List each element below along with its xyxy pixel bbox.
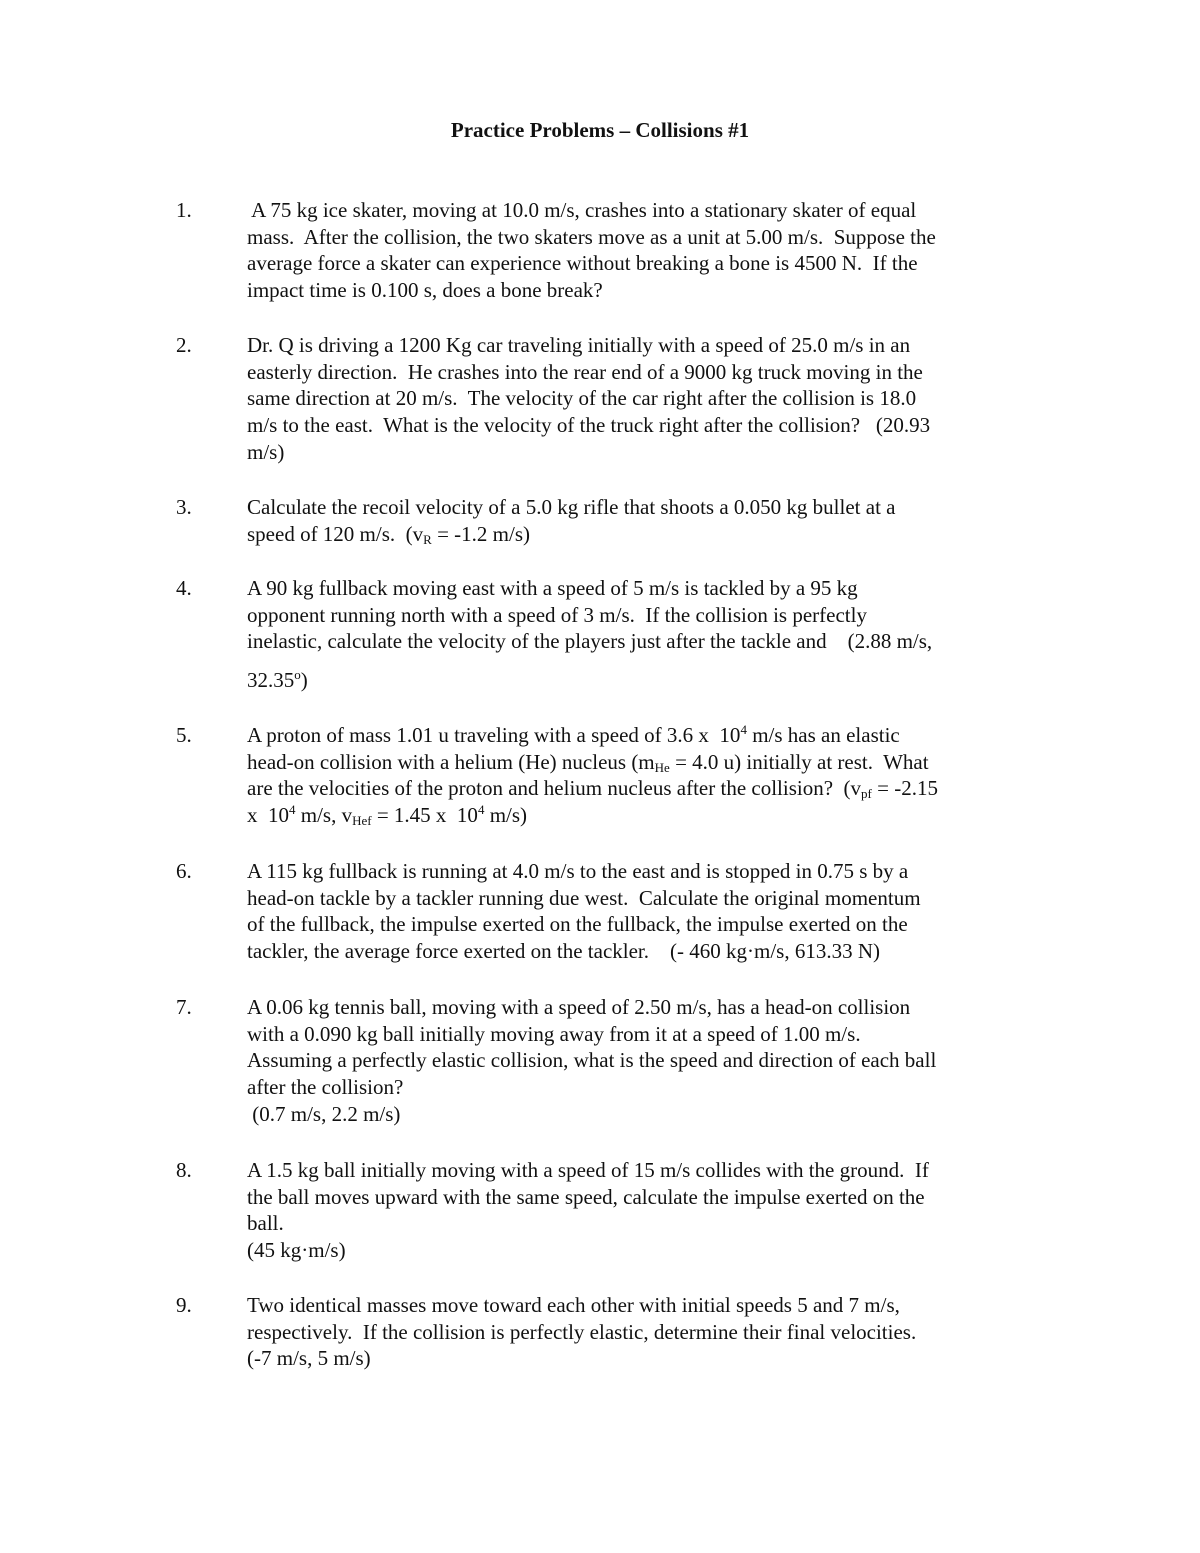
problem-number: 7. — [176, 995, 192, 1019]
problem-line: of the fullback, the impulse exerted on the fullback, the impulse exerted on the — [247, 912, 908, 937]
superscript: 4 — [740, 722, 747, 737]
problem-line: respectively. If the collision is perfectly elastic, determine their final velocities. — [247, 1319, 917, 1344]
problem-line: same direction at 20 m/s. The velocity of the car right after the collision is 18.0 — [247, 386, 917, 411]
problem-line: A 1.5 kg ball initially moving with a speed of 15 m/s collides with the ground. If — [247, 1158, 929, 1182]
subscript: Hef — [352, 813, 372, 829]
problem-text — [247, 575, 1036, 694]
text-fragment: m/s has an elastic — [746, 723, 900, 747]
problem-line: (-7 m/s, 5 m/s) — [247, 1346, 371, 1371]
problem-line: impact time is 0.100 s, does a bone break? — [247, 278, 603, 303]
problem-line — [247, 667, 1036, 694]
problem-line: Calculate the recoil velocity of a 5.0 kg rifle that shoots a 0.050 kg bullet at a — [247, 495, 896, 519]
text-fragment: = -1.2 m/s) — [431, 521, 530, 546]
problem-line: (45 kg·m/s) — [247, 1238, 346, 1263]
problem-line: head-on tackle by a tackler running due west. Calculate the original momentum — [247, 885, 921, 910]
text-fragment: x 10 — [247, 803, 289, 828]
problem-line: A 0.06 kg tennis ball, moving with a speed of 2.50 m/s, has a head-on collision — [247, 995, 911, 1019]
problem-5 — [176, 722, 1036, 829]
page-title: Practice Problems – Collisions #1 — [450, 118, 750, 142]
text-fragment: A proton of mass 1.01 u traveling with a speed of 3.6 x 10 — [247, 723, 741, 747]
problem-line — [247, 722, 1036, 749]
text-fragment: 32.35 — [247, 668, 295, 693]
subscript: R — [423, 531, 432, 547]
superscript: 4 — [477, 802, 485, 818]
problem-line: ball. — [247, 1211, 284, 1236]
problem-line: with a 0.090 kg ball initially moving away from it at a speed of 1.00 m/s. — [247, 1021, 861, 1046]
problem-line — [247, 521, 1036, 548]
problem-number: 8. — [176, 1158, 192, 1182]
problem-line: A 75 kg ice skater, moving at 10.0 m/s, crashes into a stationary skater of equal — [247, 198, 917, 222]
problem-text — [247, 1157, 1036, 1264]
problem-line: (0.7 m/s, 2.2 m/s) — [247, 1101, 401, 1126]
text-fragment: are the velocities of the proton and helium nucleus after the collision? (v — [247, 776, 862, 801]
problem-9 — [176, 1292, 1036, 1372]
problem-line: the ball moves upward with the same speed, calculate the impulse exerted on the — [247, 1184, 925, 1209]
problem-line: Assuming a perfectly elastic collision, what is the speed and direction of each ball — [247, 1048, 937, 1073]
text-fragment: = -2.15 — [871, 776, 938, 801]
problem-line: Two identical masses move toward each other with initial speeds 5 and 7 m/s, — [247, 1293, 900, 1317]
problem-7 — [176, 994, 1036, 1128]
problem-line: tackler, the average force exerted on the tackler. (- 460 kg·m/s, 613.33 N) — [247, 939, 880, 964]
problem-2 — [176, 332, 1036, 466]
problem-8 — [176, 1157, 1036, 1264]
problem-line: A 115 kg fullback is running at 4.0 m/s to the east and is stopped in 0.75 s by a — [247, 859, 909, 883]
subscript: He — [654, 759, 670, 775]
problem-1 — [176, 197, 1036, 304]
text-fragment: m/s, v — [295, 803, 353, 828]
problem-number: 1. — [176, 198, 192, 222]
problem-4 — [176, 575, 1036, 694]
problem-3 — [176, 494, 1036, 547]
superscript: o — [294, 667, 301, 683]
problem-text — [247, 994, 1036, 1128]
problem-line: easterly direction. He crashes into the rear end of a 9000 kg truck moving in the — [247, 359, 923, 384]
problem-text — [247, 197, 1036, 304]
problem-number: 4. — [176, 576, 192, 600]
problem-line: mass. After the collision, the two skaters move as a unit at 5.00 m/s. Suppose the — [247, 224, 936, 249]
problem-6 — [176, 858, 1036, 965]
problem-text — [247, 494, 1036, 547]
problem-text — [247, 722, 1036, 829]
problem-line: Dr. Q is driving a 1200 Kg car traveling initially with a speed of 25.0 m/s in an — [247, 333, 911, 357]
problem-line — [247, 775, 1036, 802]
text-fragment: head-on collision with a helium (He) nucleus (m — [247, 749, 655, 774]
problem-line: A 90 kg fullback moving east with a speed of 5 m/s is tackled by a 95 kg — [247, 576, 858, 600]
problem-line: after the collision? — [247, 1075, 404, 1100]
problem-line — [247, 802, 1036, 829]
problem-line: m/s to the east. What is the velocity of the truck right after the collision? (20.93 — [247, 413, 931, 438]
problem-text — [247, 332, 1036, 466]
text-fragment: m/s) — [484, 803, 528, 828]
text-fragment: speed of 120 m/s. (v — [247, 521, 424, 546]
subscript: pf — [861, 786, 872, 802]
problem-line: m/s) — [247, 439, 285, 464]
text-fragment: = 4.0 u) initially at rest. What — [669, 749, 929, 774]
problem-number: 5. — [176, 723, 192, 747]
problem-line: inelastic, calculate the velocity of the players just after the tackle and (2.88 m/s, — [247, 629, 933, 654]
problem-number: 3. — [176, 495, 192, 519]
superscript: 4 — [289, 802, 296, 818]
problem-number: 2. — [176, 333, 192, 357]
problem-line — [247, 749, 1036, 776]
text-fragment: = 1.45 x 10 — [371, 803, 478, 828]
problem-line: average force a skater can experience without breaking a bone is 4500 N. If the — [247, 251, 918, 276]
text-fragment: ) — [300, 668, 308, 693]
problem-number: 6. — [176, 859, 192, 883]
problem-text — [247, 1292, 1036, 1372]
problem-text — [247, 858, 1036, 965]
problem-line: opponent running north with a speed of 3 m/s. If the collision is perfectly — [247, 602, 867, 627]
problem-number: 9. — [176, 1293, 192, 1317]
